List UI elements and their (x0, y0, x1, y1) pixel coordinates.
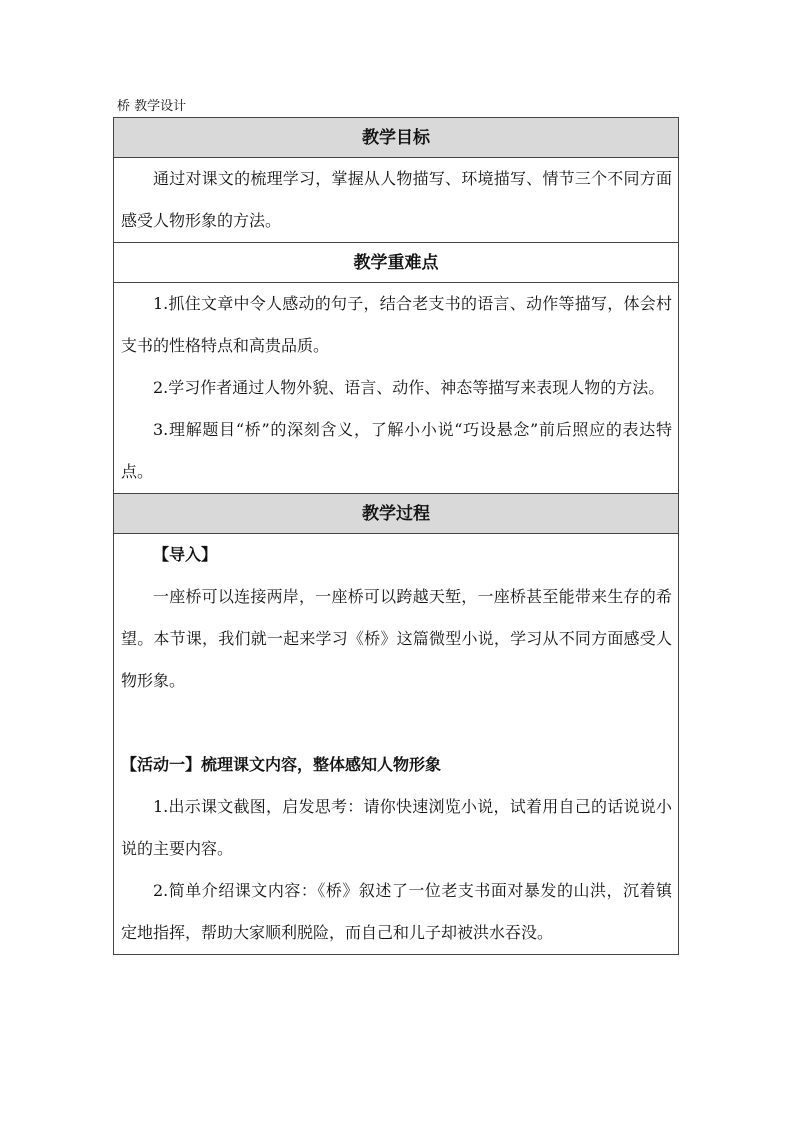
key-points-body (114, 283, 678, 494)
intro-text: 一座桥可以连接两岸，一座桥可以跨越天堑，一座桥甚至能带来生存的希望。本节课，我们就一起来学习《桥》这篇微型小说，学习从不同方面感受人物形象。 (121, 587, 672, 690)
spacer (121, 702, 672, 744)
lesson-plan-table (113, 117, 679, 955)
key-point-item: 1.抓住文章中令人感动的句子，结合老支书的语言、动作等描写，体会村支书的性格特点和高贵品质。 (121, 294, 672, 355)
activity1-item: 1.出示课文截图，启发思考：请你快速浏览小说，试着用自己的话说说小说的主要内容。 (121, 797, 672, 858)
key-points-heading: 教学重难点 (114, 243, 678, 283)
goals-body (114, 158, 678, 243)
intro-heading: 【导入】 (153, 545, 218, 564)
activity1-item: 2.简单介绍课文内容：《桥》叙述了一位老支书面对暴发的山洪，沉着镇定地指挥，帮助大家顺利脱险，而自己和儿子却被洪水吞没。 (121, 881, 672, 942)
document-header: 桥 教学设计 (117, 99, 187, 114)
activity1-heading: 【活动一】梳理课文内容，整体感知人物形象 (121, 755, 442, 774)
process-heading: 教学过程 (114, 494, 678, 534)
process-body (114, 534, 678, 954)
goals-heading: 教学目标 (114, 118, 678, 158)
key-point-item: 3.理解题目“桥”的深刻含义，了解小小说“巧设悬念”前后照应的表达特点。 (121, 420, 672, 481)
key-point-item: 2.学习作者通过人物外貌、语言、动作、神态等描写来表现人物的方法。 (153, 378, 665, 397)
goals-text: 通过对课文的梳理学习，掌握从人物描写、环境描写、情节三个不同方面感受人物形象的方法。 (121, 169, 672, 230)
